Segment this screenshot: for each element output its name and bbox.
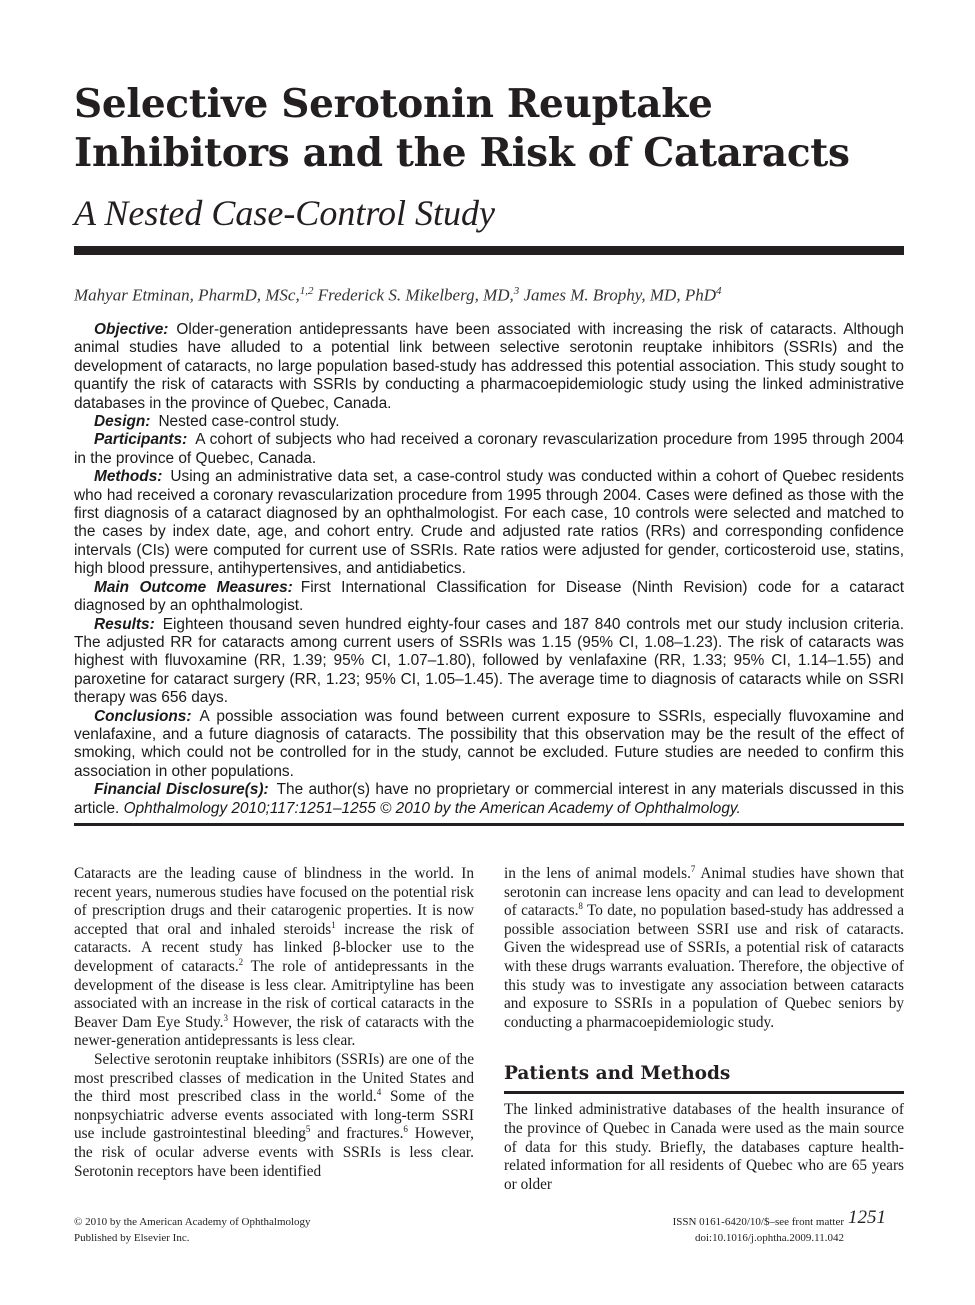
title-divider — [74, 246, 904, 255]
issn-line: ISSN 0161-6420/10/$–see front matter — [672, 1216, 844, 1228]
body-text: and fractures. — [310, 1125, 404, 1143]
abstract-label: Financial Disclosure(s): — [94, 781, 269, 799]
section-heading: Patients and Methods — [504, 1062, 904, 1094]
author-name: James M. Brophy, MD, PhD — [519, 285, 716, 305]
body-text: To date, no population based-study has addressed a possible association between SSRI use and risk of cataracts. Given the widespread use of SSRIs, a potential risk of cataracts with these drugs warrants evaluation. Therefore, the objective of this study was to investigate any association between cataracts and exposure to SSRIs in a population of Quebec seniors by conducting a pharmacoepidemiologic study. — [504, 902, 904, 1031]
article-title: Selective Serotonin Reuptake Inhibitors and the Risk of Cataracts — [74, 81, 850, 176]
abstract-label: Main Outcome Measures: — [94, 578, 293, 596]
footer-right — [604, 1214, 844, 1246]
abstract-text: Using an administrative data set, a case-control study was conducted within a cohort of Quebec residents who had received a coronary revascularization procedure from 1995 through 2004. Cases were defined as those with the first diagnosis of a cataract diagnosed by an ophthalmologist. For each case, 10 controls were selected and matched to the cases by index date, age, and cohort entry. Crude and adjusted rate ratios (RRs) and corresponding confidence intervals (CIs) were computed for current use of SSRIs. Rate ratios were adjusted for gender, corticosteroid use, statins, high blood pressure, antihypertensives, and antidiabetics. — [74, 468, 904, 578]
abstract-results — [74, 616, 904, 708]
abstract-text: A possible association was found between current exposure to SSRIs, especially fluvoxamine and venlafaxine, and a future diagnosis of cataracts. The possibility that this observation may be the result of the effect of smoking, which could not be controlled for in the study, cannot be excluded. Future studies are needed to confirm this association in other populations. — [74, 707, 904, 780]
reference-number: 3 — [223, 1012, 228, 1023]
abstract-disclosure — [74, 781, 904, 818]
body-text: The role of antidepressants in the development of the disease is less clear. Amitriptyline has been associated with an increase in the risk of cortical cataracts in the Beaver Dam Eye Study. — [74, 957, 474, 1031]
author-affiliation: 1,2 — [299, 285, 314, 297]
abstract-label: Design: — [94, 413, 151, 431]
body-paragraph — [74, 865, 474, 1051]
reference-number: 1 — [331, 919, 336, 930]
author-affiliation: 3 — [513, 285, 520, 297]
author-name: Frederick S. Mikelberg, MD, — [313, 285, 514, 305]
abstract-text: Older-generation antidepressants have been associated with increasing the risk of cataracts. Although animal studies have alluded to a potential link between selective serotonin reuptake inhibitors (SSRIs) and the development of cataracts, no large population based-study has addressed this potential association. This study sought to quantify the risk of cataracts with SSRIs by conducting a pharmacoepidemiologic study using the linked administrative databases in the province of Quebec, Canada. — [74, 321, 904, 412]
abstract-label: Objective: — [94, 321, 169, 338]
body-column-left — [74, 865, 474, 1181]
journal-citation: Ophthalmology 2010;117:1251–1255 © 2010 by the American Academy of Ophthalmology. — [123, 799, 741, 817]
body-column-right — [504, 865, 904, 1194]
author-name: Mahyar Etminan, PharmD, MSc, — [74, 285, 300, 305]
abstract-text: A cohort of subjects who had received a coronary revascularization procedure from 1995 through 2004 in the province of Quebec, Canada. — [74, 431, 904, 467]
abstract-text: Eighteen thousand seven hundred eighty-four cases and 187 840 controls met our study inclusion criteria. The adjusted RR for cataracts among current users of SSRIs was 1.15 (95% CI, 1.08–1.23). The risk of cataracts was highest with fluvoxamine (RR, 1.39; 95% CI, 1.07–1.80), followed by venlafaxine (RR, 1.33; 95% CI, 1.14–1.55) and paroxetine for cataract surgery (RR, 1.23; 95% CI, 1.05–1.45). The average time to diagnosis of cataracts while on SSRI therapy was 656 days. — [74, 615, 904, 707]
abstract — [74, 321, 904, 818]
author-affiliation: 4 — [716, 285, 722, 297]
body-text: Cataracts are the leading cause of blindness in the world. In recent years, numerous studies have focused on the potential risk of prescription drugs and their catarogenic properties. It is now accepted that oral and inhaled steroids — [74, 865, 474, 938]
body-text: increase the risk of cataracts. A recent study has linked β-blocker use to the development of cataracts. — [74, 920, 474, 975]
abstract-text: The author(s) have no proprietary or commercial interest in any materials discussed in this article. — [74, 781, 904, 817]
abstract-text: Nested case-control study. — [158, 413, 340, 431]
abstract-outcomes — [74, 579, 904, 616]
abstract-label: Participants: — [94, 431, 188, 449]
footer-left — [74, 1214, 311, 1246]
body-text: Selective serotonin reuptake inhibitors (SSRIs) are one of the most prescribed classes of medication in the United States and the third most prescribed class in the world. — [74, 1050, 474, 1106]
body-paragraph — [504, 865, 904, 1032]
abstract-label: Results: — [94, 615, 155, 633]
reference-number: 4 — [376, 1087, 382, 1098]
body-paragraph: The linked administrative databases of the health insurance of the province of Quebec in Canada were used as the main source of data for this study. Briefly, the databases capture health-related information for all residents of Quebec who are 65 years or older — [504, 1101, 904, 1193]
doi-line: doi:10.1016/j.ophtha.2009.11.042 — [694, 1232, 844, 1244]
body-text: in the lens of animal models. — [504, 865, 691, 882]
abstract-label: Methods: — [94, 468, 163, 486]
abstract-label: Conclusions: — [94, 707, 192, 725]
abstract-objective — [74, 321, 904, 413]
abstract-conclusions — [74, 708, 904, 782]
reference-number: 5 — [305, 1124, 311, 1135]
abstract-participants — [74, 431, 904, 468]
article-subtitle: A Nested Case-Control Study — [74, 193, 495, 233]
body-text: However, the risk of cataracts with the newer-generation antidepressants is less clear. — [74, 1013, 474, 1050]
reference-number: 7 — [690, 863, 696, 874]
reference-number: 6 — [403, 1124, 408, 1135]
author-list — [74, 280, 904, 307]
abstract-methods — [74, 468, 904, 578]
body-paragraph — [74, 1051, 474, 1181]
copyright-line: © 2010 by the American Academy of Ophthalmology — [74, 1216, 311, 1228]
body-text: Some of the nonpsychiatric adverse events associated with long-term SSRI use include gastrointestinal bleeding — [74, 1088, 474, 1143]
reference-number: 8 — [578, 901, 583, 912]
reference-number: 2 — [238, 956, 244, 967]
abstract-text: First International Classification for Disease (Ninth Revision) code for a cataract diagnosed by an ophthalmologist. — [74, 578, 904, 615]
publisher-line: Published by Elsevier Inc. — [74, 1232, 190, 1244]
abstract-divider — [74, 823, 904, 826]
body-text: Animal studies have shown that serotonin can increase lens opacity and can lead to development of cataracts. — [504, 865, 904, 920]
page-number: 1251 — [848, 1207, 886, 1228]
body-text: However, the risk of ocular adverse events with SSRIs is less clear. Serotonin receptors have been identified — [74, 1125, 474, 1180]
abstract-design — [74, 413, 904, 431]
